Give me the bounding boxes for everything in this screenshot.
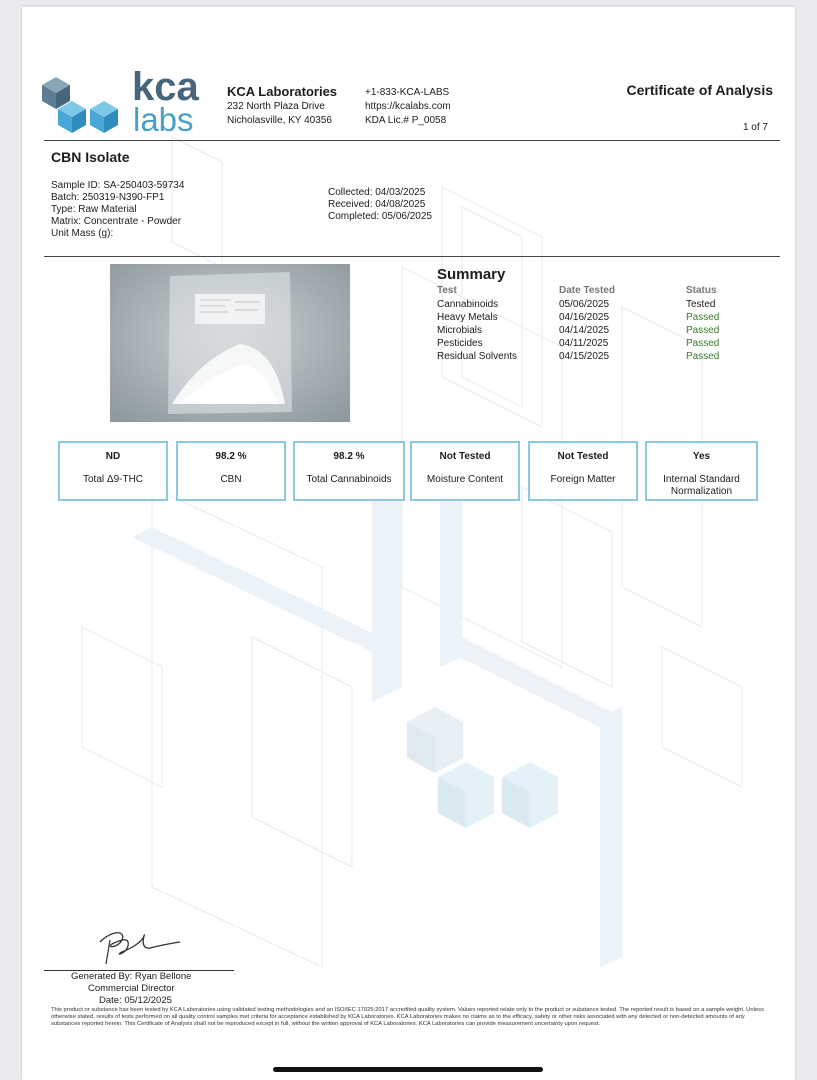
- lab-phone: +1-833-KCA-LABS: [365, 87, 450, 98]
- result-label: Total Cannabinoids: [306, 474, 392, 485]
- collected-date: Collected: 04/03/2025: [328, 187, 426, 198]
- summary-row-date: 04/16/2025: [559, 312, 610, 323]
- summary-row-status: Passed: [686, 312, 720, 323]
- summary-col-date: Date Tested: [559, 285, 615, 296]
- product-name: CBN Isolate: [51, 149, 130, 165]
- summary-row-date: 04/14/2025: [559, 325, 610, 336]
- summary-row-test: Residual Solvents: [437, 351, 518, 362]
- result-label: Internal Standard Normalization: [663, 474, 740, 497]
- summary-col-status: Status: [686, 285, 717, 296]
- result-value: 98.2 %: [333, 451, 365, 462]
- summary-col-test: Test: [437, 285, 457, 296]
- summary-row-test: Cannabinoids: [437, 299, 499, 310]
- result-label: Moisture Content: [426, 474, 504, 485]
- signature-image: [92, 922, 192, 968]
- signer-role: Commercial Director: [88, 983, 175, 994]
- result-value: Not Tested: [439, 451, 491, 462]
- completed-date: Completed: 05/06/2025: [328, 211, 432, 222]
- result-label: Foreign Matter: [550, 474, 616, 485]
- sample-photo: [110, 264, 350, 422]
- result-value: Yes: [692, 451, 711, 462]
- certificate-page: [22, 7, 795, 1080]
- info-divider: [44, 256, 780, 257]
- summary-row-date: 05/06/2025: [559, 299, 610, 310]
- logo-word-labs: labs: [133, 101, 194, 138]
- result-value: Not Tested: [557, 451, 609, 462]
- document-title: Certificate of Analysis: [626, 82, 773, 98]
- result-box-foreign-matter: [528, 441, 638, 501]
- batch-number: Batch: 250319-N390-FP1: [51, 192, 165, 203]
- lab-website: https://kcalabs.com: [365, 101, 451, 112]
- generated-by: Generated By: Ryan Bellone: [71, 971, 192, 982]
- summary-row-status: Passed: [686, 338, 720, 349]
- result-value: ND: [105, 451, 121, 462]
- summary-row-date: 04/11/2025: [559, 338, 609, 349]
- summary-row-date: 04/15/2025: [559, 351, 610, 362]
- lab-address-line1: 232 North Plaza Drive: [227, 101, 325, 112]
- header-divider: [44, 140, 780, 141]
- unit-mass: Unit Mass (g):: [51, 228, 114, 239]
- home-indicator-bar[interactable]: [273, 1067, 543, 1072]
- lab-name: KCA Laboratories: [227, 84, 338, 99]
- page-number: 1 of 7: [742, 122, 768, 133]
- logo-word-kca: kca: [132, 65, 199, 109]
- result-label: CBN: [220, 474, 242, 485]
- result-box-moisture-content: [410, 441, 520, 501]
- summary-row-test: Heavy Metals: [437, 312, 498, 323]
- summary-row-status: Passed: [686, 325, 720, 336]
- legal-disclaimer: This product or substance has been tested by KCA Laboratories using validated testing methodologies and an ISO/IEC 17025:2017 accredited quality system. Values reported relate only to the product or substance tested. The reported result is based on a sample weight. Unless otherwise stated, results of tests performed on all quality control samples met criteria for acceptance established by KCA Laboratories. KCA Laboratories makes no claims as to the efficacy, safety or other risks associated with any detected or non-detected amounts of any substances reported herein. This Certificate of Analysis shall not be reproduced except in full, without the written approval of KCA Laboratories. KCA Laboratories can provide measurement uncertainty upon request.: [51, 1007, 764, 1027]
- result-label: Total Δ9-THC: [82, 474, 144, 485]
- summary-row-status: Passed: [686, 351, 720, 362]
- result-box-internal-standard: [645, 441, 758, 501]
- result-value: 98.2 %: [215, 451, 247, 462]
- lab-address-line2: Nicholasville, KY 40356: [227, 115, 332, 126]
- lab-license: KDA Lic.# P_0058: [365, 115, 447, 126]
- result-box-cbn: [176, 441, 286, 501]
- result-box-total-cannabinoids: [293, 441, 405, 501]
- sample-type: Type: Raw Material: [51, 204, 137, 215]
- summary-title: Summary: [437, 266, 506, 283]
- summary-row-status: Tested: [686, 299, 716, 310]
- watermark-graphic: [22, 7, 795, 1080]
- received-date: Received: 04/08/2025: [328, 199, 426, 210]
- sample-id: Sample ID: SA-250403-59734: [51, 180, 185, 191]
- summary-row-test: Microbials: [437, 325, 483, 336]
- result-box-total-d9-thc: [58, 441, 168, 501]
- summary-row-test: Pesticides: [437, 338, 483, 349]
- signature-date: Date: 05/12/2025: [99, 995, 172, 1006]
- kca-cube-logo-icon: [40, 71, 122, 135]
- sample-matrix: Matrix: Concentrate - Powder: [51, 216, 182, 227]
